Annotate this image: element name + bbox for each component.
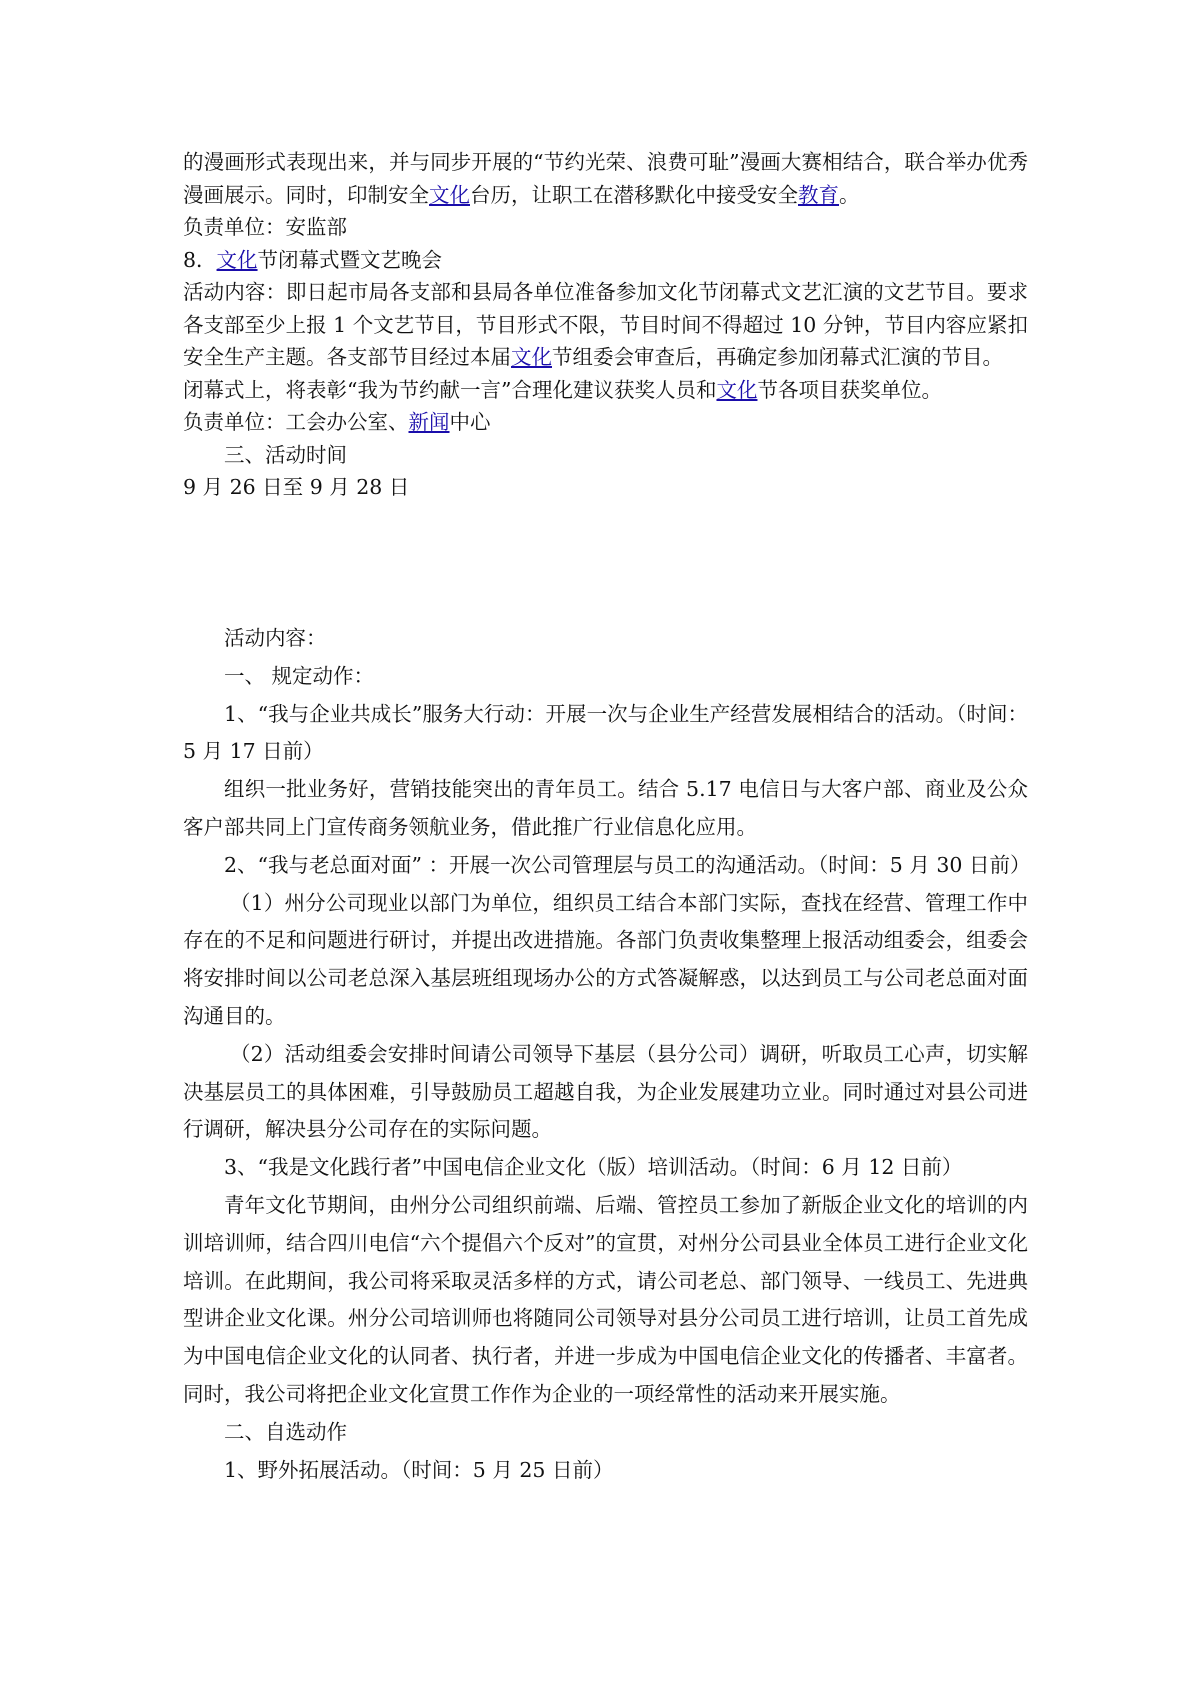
- culture-link[interactable]: 文化: [716, 377, 758, 402]
- item-8-heading: 8．文化节闭幕式暨文艺晚会: [183, 247, 443, 272]
- required-actions-heading: 一、 规定动作：: [224, 663, 375, 688]
- culture-link[interactable]: 文化: [511, 345, 552, 369]
- optional-item-1-outdoor: 1、野外拓展活动。（时间：5 月 25 日前）: [224, 1457, 614, 1482]
- optional-actions-heading: 二、自选动作: [224, 1419, 347, 1444]
- item-2-sub-1: （1）州分公司现业以部门为单位，组织员工结合本部门实际，查找在经营、管理工作中存在的不足和问题进行研讨，并提出改进措施。各部门负责收集整理上报活动组委会，组委会将安排时间以公司老总深入基层班组现场办公的方式答凝解惑，以达到员工与公司老总面对面沟通目的。: [183, 890, 1028, 1028]
- responsible-unit-union: 负责单位：工会办公室、新闻中心: [183, 410, 491, 434]
- activity-content-heading: 活动内容：: [224, 626, 327, 650]
- responsible-unit-safety: 负责单位：安监部: [183, 215, 347, 239]
- education-link[interactable]: 教育: [798, 182, 839, 207]
- section-activities-continued: [183, 146, 1028, 504]
- closing-ceremony-paragraph: 闭幕式上，将表彰“我为节约献一言”合理化建议获奖人员和文化节各项目获奖单位。: [183, 377, 942, 402]
- comic-exhibition-paragraph: 的漫画形式表现出来，并与同步开展的“节约光荣、浪费可耻”漫画大赛相结合，联合举办优秀漫画展示。同时，印制安全文化台历，让职工在潜移默化中接受安全教育。: [183, 150, 1028, 207]
- item-2-face-to-face: 2、“我与老总面对面” ：开展一次公司管理层与员工的沟通活动。（时间：5 月 30 日前）: [224, 852, 1031, 877]
- item-2-sub-2: （2）活动组委会安排时间请公司领导下基层（县分公司）调研，听取员工心声，切实解决基层员工的具体困难，引导鼓励员工超越自我，为企业发展建功立业。同时通过对县公司进行调研，解决县分公司存在的实际问题。: [183, 1041, 1028, 1142]
- culture-link[interactable]: 文化: [429, 182, 470, 207]
- item-8-content: 活动内容：即日起市局各支部和县局各单位准备参加文化节闭幕式文艺汇演的文艺节目。要求各支部至少上报 1 个文艺节目，节目形式不限，节目时间不得超过 10 分钟，节目内容应紧扣安全生产主题。各支部节目经过本届文化节组委会审查后，再确定参加闭幕式汇演的节目。: [183, 280, 1028, 369]
- news-link[interactable]: 新闻: [408, 410, 450, 434]
- activity-time-heading: 三、活动时间: [224, 442, 347, 467]
- activity-time-value: 9 月 26 日至 9 月 28 日: [183, 475, 410, 499]
- item-1-grow-together: 1、“我与企业共成长”服务大行动：开展一次与企业生产经营发展相结合的活动。（时间：5 月 17 日前）: [183, 701, 1028, 764]
- item-3-detail: 青年文化节期间，由州分公司组织前端、后端、管控员工参加了新版企业文化的培训的内训培训师，结合四川电信“六个提倡六个反对”的宣贯，对州分公司县业全体员工进行企业文化培训。在此期间，我公司将采取灵活多样的方式，请公司老总、部门领导、一线员工、先进典型讲企业文化课。州分公司培训师也将随同公司领导对县分公司员工进行培训，让员工首先成为中国电信企业文化的认同者、执行者，并进一步成为中国电信企业文化的传播者、丰富者。 同时，我公司将把企业文化宣贯工作作为企业的一项经常性的活动来开展实施。: [183, 1192, 1028, 1406]
- section-activity-content: [183, 620, 1031, 1489]
- item-3-culture-practitioner: 3、“我是文化践行者”中国电信企业文化（版）培训活动。（时间：6 月 12 日前）: [224, 1155, 963, 1180]
- item-1-detail: 组织一批业务好，营销技能突出的青年员工。结合 5.17 电信日与大客户部、商业及公众客户部共同上门宣传商务领航业务，借此推广行业信息化应用。: [183, 777, 1028, 839]
- culture-link[interactable]: 文化: [216, 247, 258, 272]
